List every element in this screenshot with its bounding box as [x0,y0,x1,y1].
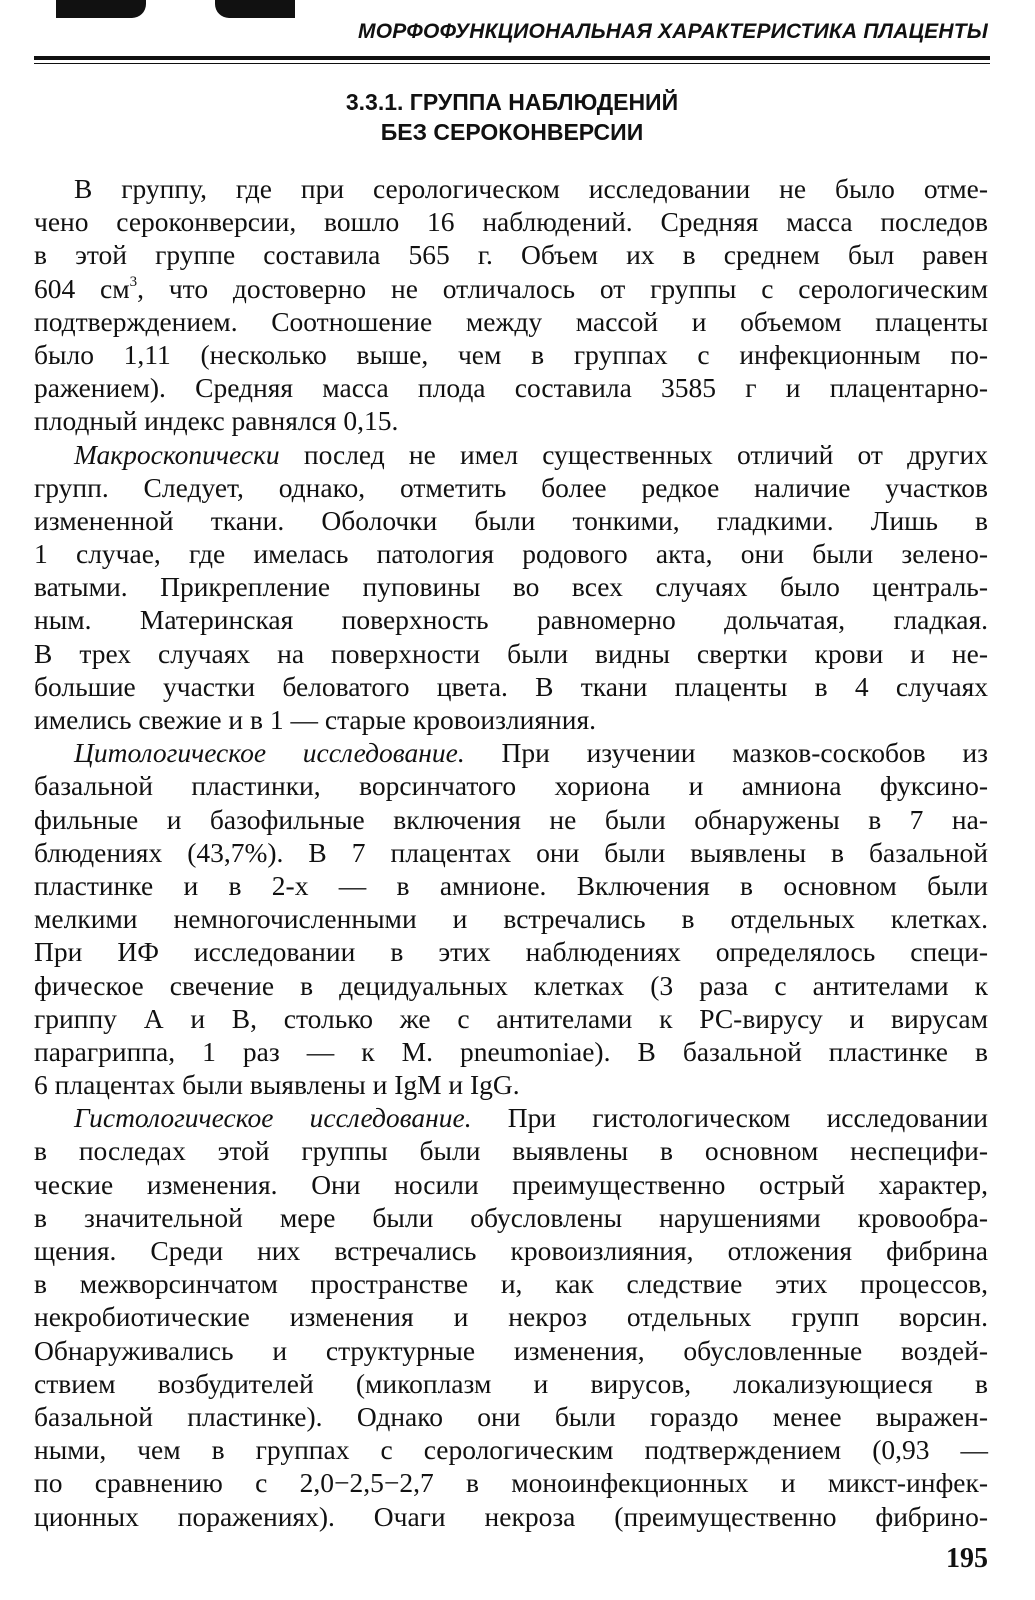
paragraph-2 [34,438,988,737]
text-line [34,1101,988,1134]
paragraph-1 [34,172,988,438]
section-heading-line1: 3.3.1. ГРУППА НАБЛЮДЕНИЙ [345,89,679,115]
body-text [34,172,988,1533]
text-line: блюдениях (43,7%). В 7 плацентах они были выявлены в базальной [34,836,988,868]
text-fragment: , что достоверно не отличалось от группы с серологическим [137,272,988,304]
paragraph-4 [34,1101,988,1532]
text-line: ционных поражениях). Очаги некроза (преимущественно фибрино- [34,1500,988,1532]
text-line: В трех случаях на поверхности были видны свертки крови и не- [34,637,988,669]
text-line: гриппу А и В, столько же с антителами к РС-вирусу и вирусам [34,1002,988,1034]
text-line: парагриппа, 1 раз — к M. pneumoniae). В базальной пластинке в [34,1035,988,1067]
running-header: МОРФОФУНКЦИОНАЛЬНАЯ ХАРАКТЕРИСТИКА ПЛАЦЕНТЫ [358,20,988,43]
italic-lead: Гистологическое исследование. [74,1102,472,1134]
text-line: Обнаруживались и структурные изменения, обусловленные воздей- [34,1334,988,1366]
text-line: плодный индекс равнялся 0,15. [34,405,399,437]
text-line: имелись свежие и в 1 — старые кровоизлияния. [34,704,596,735]
header-rule-thick [34,56,990,60]
text-line: измененной ткани. Оболочки были тонкими, гладкими. Лишь в [34,504,988,536]
italic-lead: Макроскопически [74,438,280,470]
text-line: ческие изменения. Они носили преимущественно острый характер, [34,1168,988,1200]
text-line: щения. Среди них встречались кровоизлияния, отложения фибрина [34,1235,988,1266]
text-line [34,736,988,769]
text-fragment: При изучении мазков-соскобов из [464,737,988,769]
text-line: в значительной мере были обусловлены нарушениями кровообра- [34,1201,988,1233]
section-heading [34,87,990,147]
superscript: 3 [129,273,138,290]
page-number: 195 [946,1543,988,1574]
text-line: При ИФ исследовании в этих наблюдениях определялось специ- [34,936,988,968]
text-line: ными, чем в группах с серологическим подтверждением (0,93 — [34,1434,988,1466]
text-line: 1 случае, где имелась патология родового акта, они были зелено- [34,538,988,570]
text-line: базальной пластинки, ворсинчатого хориона и амниона фуксино- [34,770,988,802]
text-line: пластинке и в 2-х — в амнионе. Включения в основном были [34,869,988,901]
text-line: фическое свечение в децидуальных клетках (3 раза с антителами к [34,969,988,1001]
text-line [34,438,988,471]
header-rule-thin [34,63,990,64]
text-line: В группу, где при серологическом исследовании не было отме- [74,173,988,204]
text-line: ватыми. Прикрепление пуповины во всех случаях было централь- [34,571,988,603]
header-corner-tab-right [215,0,295,18]
text-line: чено сероконверсии, вошло 16 наблюдений. Средняя масса последов [34,206,988,238]
text-line: мелкими немногочисленными и встречались в отдельных клетках. [34,903,988,935]
text-line: по сравнению с 2,0−2,5−2,7 в моноинфекционных и микст-инфек- [34,1467,988,1499]
text-line: большие участки беловатого цвета. В ткани плаценты в 4 случаях [34,670,988,702]
text-line [34,272,988,305]
text-line: ражением). Средняя масса плода составила 3585 г и плацентарно- [34,372,988,404]
text-line: некробиотические изменения и некроз отдельных групп ворсин. [34,1301,988,1333]
text-line: фильные и базофильные включения не были обнаружены в 7 на- [34,803,988,835]
text-fragment: послед не имел существенных отличий от других [279,438,988,470]
text-fragment: 604 см [34,272,130,304]
text-line: в межворсинчатом пространстве и, как следствие этих процессов, [34,1268,988,1300]
text-line: ствием возбудителей (микоплазм и вирусов, локализующиеся в [34,1367,988,1399]
text-line: в этой группе составила 565 г. Объем их в среднем был равен [34,239,988,271]
text-line: подтверждением. Соотношение между массой и объемом плаценты [34,305,988,337]
section-heading-line2: БЕЗ СЕРОКОНВЕРСИИ [380,119,644,145]
header-corner-tab-left [56,0,146,18]
text-line: ным. Материнская поверхность равномерно дольчатая, гладкая. [34,604,988,636]
text-line: было 1,11 (несколько выше, чем в группах с инфекционным по- [34,338,988,370]
text-line: базальной пластинке). Однако они были гораздо менее выражен- [34,1400,988,1432]
text-line: 6 плацентах были выявлены и IgM и IgG. [34,1069,520,1101]
text-line: групп. Следует, однако, отметить более редкое наличие участков [34,471,988,503]
paragraph-3 [34,736,988,1101]
text-fragment: При гистологическом исследовании [471,1102,988,1134]
text-line: в последах этой группы были выявлены в основном неспецифи- [34,1135,988,1167]
italic-lead: Цитологическое исследование. [74,737,465,769]
